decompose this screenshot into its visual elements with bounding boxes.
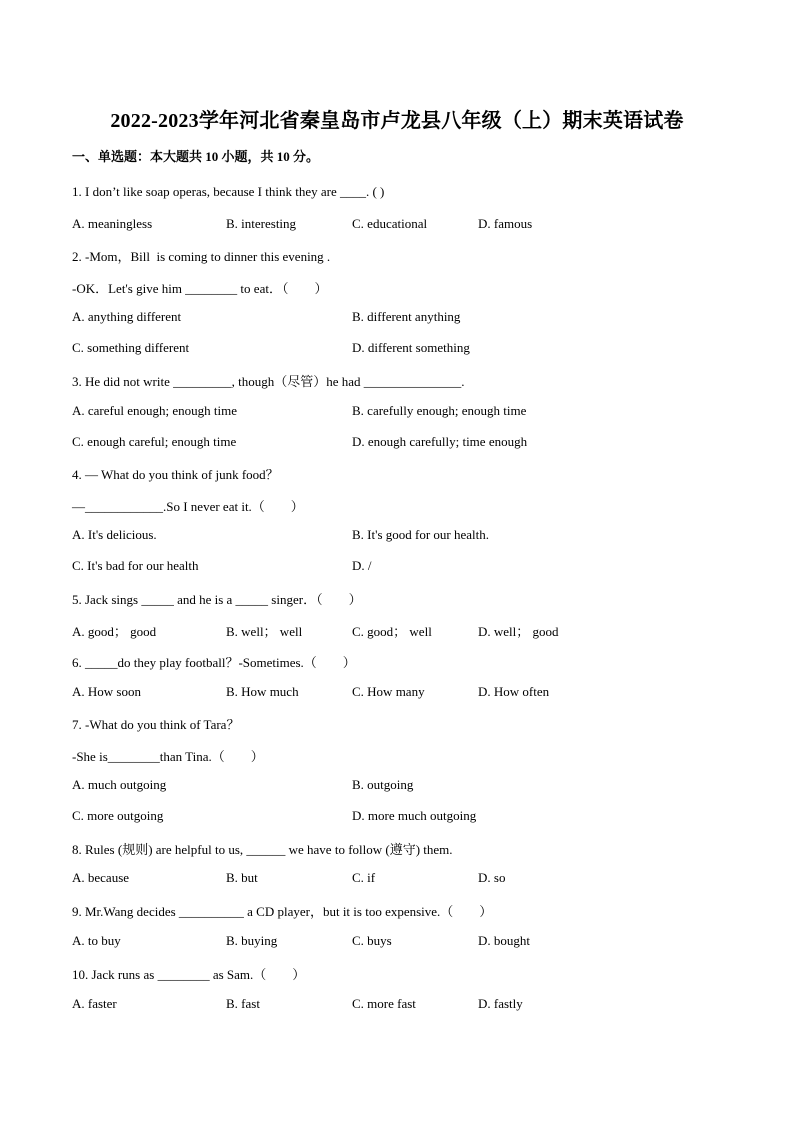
question-7-option-d: D. more much outgoing	[352, 808, 477, 823]
question-10-option-a: A. faster	[72, 996, 117, 1011]
question-2-option-c: C. something different	[72, 340, 190, 355]
question-2-stem: -OK．Let's give him ________ to eat．（ ）	[72, 281, 328, 296]
question-7-option-b: B. outgoing	[352, 777, 414, 792]
question-10-option-c: C. more fast	[352, 996, 416, 1011]
question-1-option-d: D. famous	[478, 216, 533, 231]
question-1-stem: 1. I don’t like soap operas, because I think they are ____. ( )	[72, 184, 385, 199]
question-4-option-d: D. /	[352, 558, 372, 573]
question-2-stem: 2. -Mom，Bill is coming to dinner this evening .	[72, 249, 331, 264]
question-9-stem: 9. Mr.Wang decides __________ a CD player，but it is too expensive.（ ）	[72, 904, 493, 919]
question-5-option-c: C. good； well	[352, 624, 432, 639]
question-1-option-a: A. meaningless	[72, 216, 153, 231]
question-7-option-a: A. much outgoing	[72, 777, 167, 792]
question-3-option-a: A. careful enough; enough time	[72, 403, 237, 418]
question-3-option-c: C. enough careful; enough time	[72, 434, 237, 449]
question-5-option-d: D. well； good	[478, 624, 559, 639]
question-6-stem: 6. _____do they play football？-Sometimes.（ ）	[72, 655, 356, 670]
question-6-option-a: A. How soon	[72, 684, 141, 699]
question-7-stem: -She is________than Tina.（ ）	[72, 749, 264, 764]
question-8-option-a: A. because	[72, 870, 130, 885]
question-4-option-b: B. It's good for our health.	[352, 527, 490, 542]
question-5-stem: 5. Jack sings _____ and he is a _____ singer．（ ）	[72, 592, 362, 607]
question-5-option-a: A. good； good	[72, 624, 157, 639]
question-8-option-b: B. but	[226, 870, 258, 885]
question-4-stem: —____________.So I never eat it.（ ）	[72, 499, 304, 514]
question-2-option-d: D. different something	[352, 340, 470, 355]
question-3-option-d: D. enough carefully; time enough	[352, 434, 528, 449]
question-7-option-c: C. more outgoing	[72, 808, 164, 823]
question-9-option-c: C. buys	[352, 933, 392, 948]
question-6-option-d: D. How often	[478, 684, 550, 699]
question-3-stem: 3. He did not write _________, though（尽管）he had _______________.	[72, 374, 465, 389]
question-10-stem: 10. Jack runs as ________ as Sam.（ ）	[72, 967, 306, 982]
question-1-option-b: B. interesting	[226, 216, 297, 231]
question-7-stem: 7. -What do you think of Tara？	[72, 717, 240, 732]
question-8-option-c: C. if	[352, 870, 376, 885]
question-2-option-b: B. different anything	[352, 309, 461, 324]
question-9-option-d: D. bought	[478, 933, 530, 948]
question-9-option-b: B. buying	[226, 933, 278, 948]
question-3-option-b: B. carefully enough; enough time	[352, 403, 527, 418]
question-8-stem: 8. Rules (规则) are helpful to us, ______ we have to follow (遵守) them.	[72, 842, 453, 857]
question-6-option-b: B. How much	[226, 684, 299, 699]
question-1-option-c: C. educational	[352, 216, 428, 231]
question-6-option-c: C. How many	[352, 684, 425, 699]
question-4-option-c: C. It's bad for our health	[72, 558, 199, 573]
question-8-option-d: D. so	[478, 870, 506, 885]
question-5-option-b: B. well； well	[226, 624, 303, 639]
question-2-option-a: A. anything different	[72, 309, 182, 324]
section-heading: 一、单选题：本大题共 10 小题，共 10 分。	[72, 149, 320, 164]
question-10-option-b: B. fast	[226, 996, 260, 1011]
question-10-option-d: D. fastly	[478, 996, 523, 1011]
question-4-stem: 4. — What do you think of junk food？	[72, 467, 279, 482]
question-9-option-a: A. to buy	[72, 933, 121, 948]
page-title: 2022-2023学年河北省秦皇岛市卢龙县八年级（上）期末英语试卷	[110, 110, 684, 132]
question-4-option-a: A. It's delicious.	[72, 527, 157, 542]
